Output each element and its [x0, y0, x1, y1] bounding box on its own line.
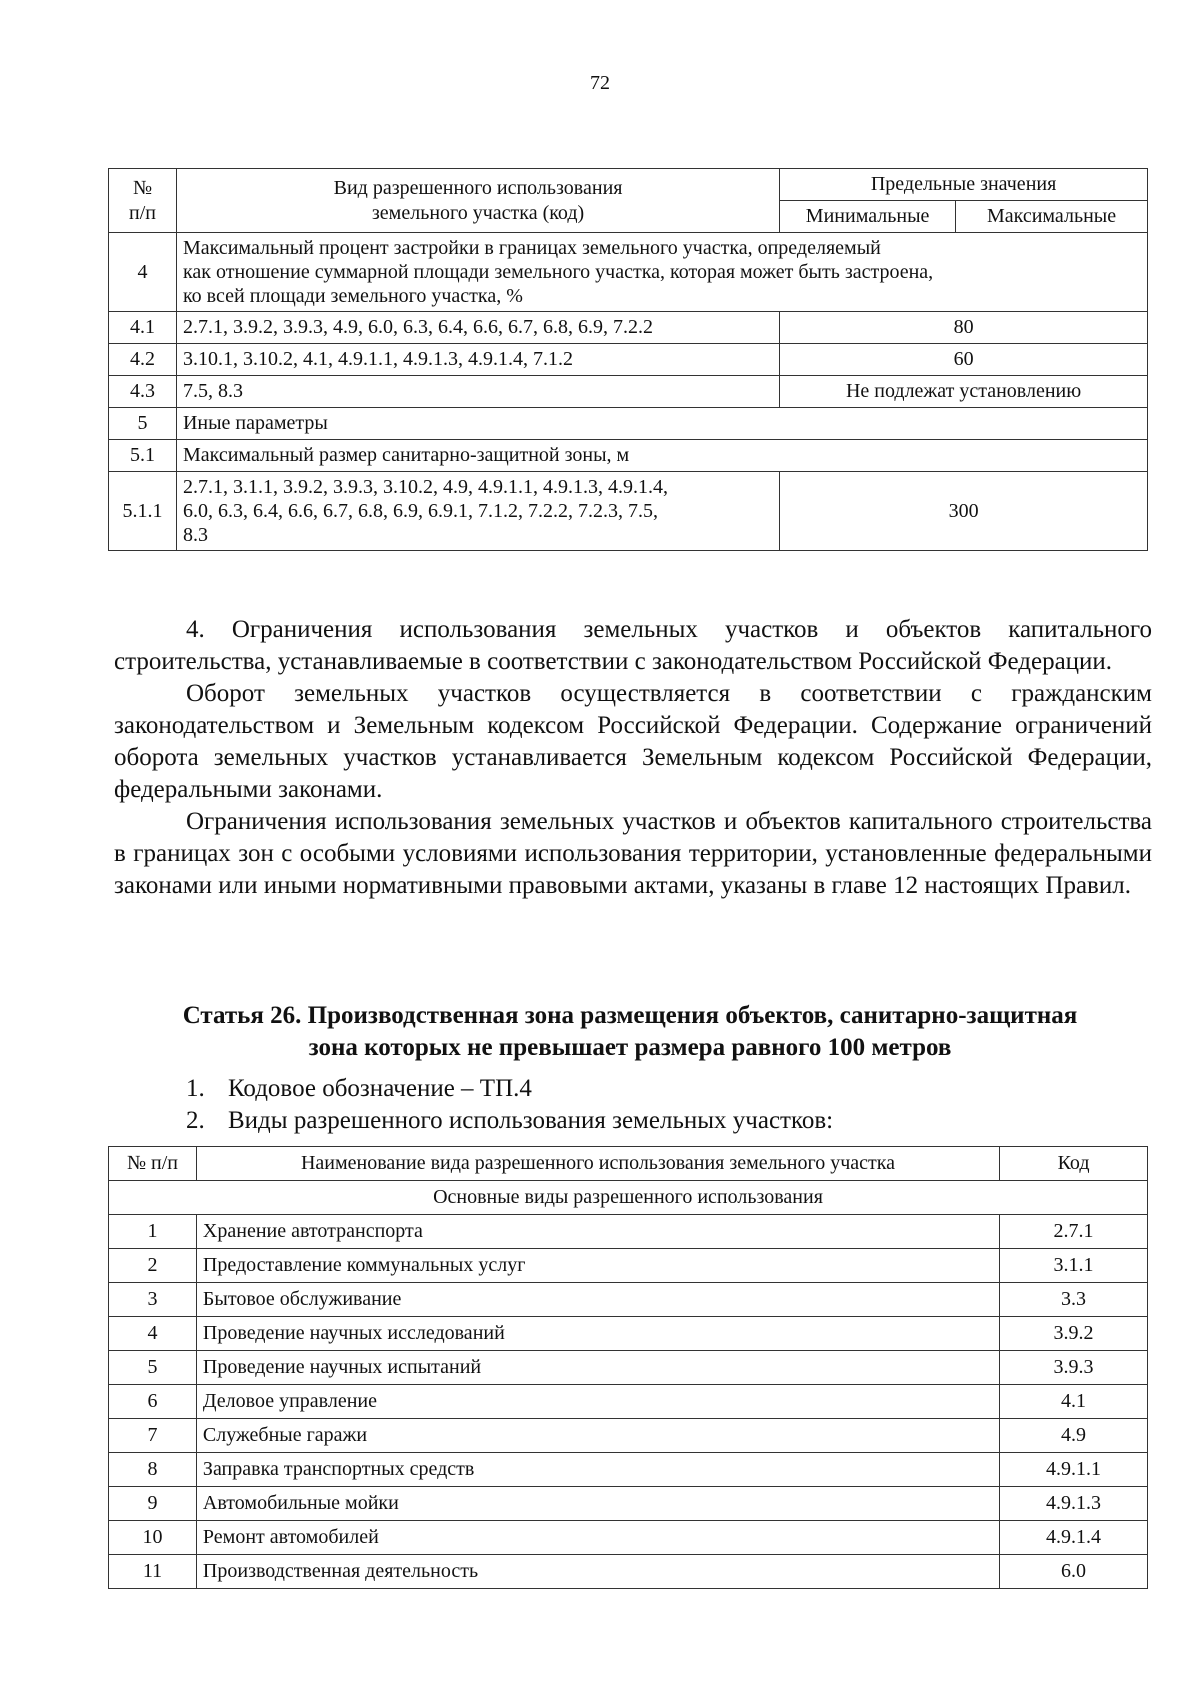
table-row	[109, 1351, 1148, 1385]
row-code: 3.1.1	[1000, 1249, 1148, 1283]
row-value: 80	[780, 312, 1148, 344]
row-code: 4.9.1.3	[1000, 1487, 1148, 1521]
row-num: 4	[109, 1317, 197, 1351]
row-code: 4.9.1.4	[1000, 1521, 1148, 1555]
row-code: 3.9.2	[1000, 1317, 1148, 1351]
list-item	[186, 1105, 833, 1137]
table-row	[109, 1385, 1148, 1419]
article-title-line: Статья 26. Производственная зона размещения объектов, санитарно-защитная	[182, 1002, 1078, 1029]
paragraph: Ограничения использования земельных участков и объектов капитального строительства в границах зон с особыми условиями использования территории, установленные федеральными законами или иными нормативными правовыми актами, указаны в главе 12 настоящих Правил.	[114, 808, 1152, 899]
limits-table	[108, 168, 1148, 551]
table-row	[109, 344, 1148, 376]
row-name: Ремонт автомобилей	[196, 1521, 999, 1555]
row-name: Проведение научных исследований	[196, 1317, 999, 1351]
row-code: 4.9	[1000, 1419, 1148, 1453]
row-code: 4.9.1.1	[1000, 1453, 1148, 1487]
row-num: 4.1	[109, 312, 177, 344]
row-text: Иные параметры	[176, 408, 1147, 440]
table-row	[109, 1249, 1148, 1283]
row-code: 2.7.1	[1000, 1215, 1148, 1249]
row-num: 5.1	[109, 440, 177, 472]
table-row	[109, 376, 1148, 408]
row-num: 5	[109, 1351, 197, 1385]
header-code: Код	[1000, 1147, 1148, 1181]
list-item-text: Виды разрешенного использования земельных участков:	[228, 1107, 834, 1134]
row-codes: 2.7.1, 3.9.2, 3.9.3, 4.9, 6.0, 6.3, 6.4, 6.6, 6.7, 6.8, 6.9, 7.2.2	[176, 312, 779, 344]
table-header-row	[109, 169, 1148, 201]
header-min: Минимальные	[780, 201, 956, 233]
header-limits: Предельные значения	[780, 169, 1148, 201]
list-item	[186, 1073, 532, 1105]
row-num: 4.3	[109, 376, 177, 408]
table-row	[109, 408, 1148, 440]
list-item-number: 2.	[186, 1107, 205, 1134]
page-number: 72	[590, 72, 610, 94]
row-code: 4.1	[1000, 1385, 1148, 1419]
row-num: 8	[109, 1453, 197, 1487]
header-name: Наименование вида разрешенного использования земельного участка	[196, 1147, 999, 1181]
row-name: Автомобильные мойки	[196, 1487, 999, 1521]
row-name: Деловое управление	[196, 1385, 999, 1419]
row-num: 11	[109, 1555, 197, 1589]
section-4	[114, 614, 1152, 902]
table-row	[109, 1521, 1148, 1555]
row-num: 6	[109, 1385, 197, 1419]
row-text: Максимальный процент застройки в границах земельного участка, определяемый как отношение суммарной площади земельного участка, которая может быть застроена, ко всей площади земельного участка, %	[176, 233, 1147, 312]
paragraph: 4. Ограничения использования земельных участков и объектов капитального строительства, устанавливаемые в соответствии с законодательством Российской Федерации.	[114, 616, 1152, 675]
row-codes: 3.10.1, 3.10.2, 4.1, 4.9.1.1, 4.9.1.3, 4.9.1.4, 7.1.2	[176, 344, 779, 376]
row-value: 300	[780, 472, 1148, 551]
table-group-row	[109, 1181, 1148, 1215]
header-max: Максимальные	[956, 201, 1148, 233]
row-num: 1	[109, 1215, 197, 1249]
row-num: 3	[109, 1283, 197, 1317]
row-name: Хранение автотранспорта	[196, 1215, 999, 1249]
row-num: 10	[109, 1521, 197, 1555]
row-num: 7	[109, 1419, 197, 1453]
row-num: 5.1.1	[109, 472, 177, 551]
row-text: Максимальный размер санитарно-защитной зоны, м	[176, 440, 1147, 472]
list-item-text: Кодовое обозначение – ТП.4	[228, 1075, 532, 1102]
row-code: 6.0	[1000, 1555, 1148, 1589]
header-kind: Вид разрешенного использования земельного участка (код)	[176, 169, 779, 233]
row-num: 4	[109, 233, 177, 312]
row-code: 3.9.3	[1000, 1351, 1148, 1385]
row-name: Предоставление коммунальных услуг	[196, 1249, 999, 1283]
table-row	[109, 1555, 1148, 1589]
table-header-row	[109, 1147, 1148, 1181]
row-codes: 2.7.1, 3.1.1, 3.9.2, 3.9.3, 3.10.2, 4.9, 4.9.1.1, 4.9.1.3, 4.9.1.4, 6.0, 6.3, 6.4, 6.6, 6.7, 6.8, 6.9, 6.9.1, 7.1.2, 7.2.2, 7.2.3, 7.5, 8.3	[176, 472, 779, 551]
article-title-line: зона которых не превышает размера равного 100 метров	[308, 1034, 952, 1061]
list-item-number: 1.	[186, 1075, 205, 1102]
table-row	[109, 440, 1148, 472]
table-row	[109, 233, 1148, 312]
row-name: Производственная деятельность	[196, 1555, 999, 1589]
group-label: Основные виды разрешенного использования	[109, 1181, 1148, 1215]
table-row	[109, 1283, 1148, 1317]
permitted-uses-table	[108, 1146, 1148, 1589]
paragraph: Оборот земельных участков осуществляется в соответствии с гражданским законодательством и Земельным кодексом Российской Федерации. Содержание ограничений оборота земельных участков устанавливается Земельным кодексом Российской Федерации, федеральными законами.	[114, 680, 1152, 803]
table-row	[109, 1453, 1148, 1487]
table-row	[109, 1487, 1148, 1521]
row-name: Служебные гаражи	[196, 1419, 999, 1453]
row-code: 3.3	[1000, 1283, 1148, 1317]
row-value: Не подлежат установлению	[780, 376, 1148, 408]
header-num: № п/п	[109, 1147, 197, 1181]
row-num: 2	[109, 1249, 197, 1283]
table-row	[109, 1419, 1148, 1453]
row-num: 4.2	[109, 344, 177, 376]
row-name: Заправка транспортных средств	[196, 1453, 999, 1487]
row-name: Бытовое обслуживание	[196, 1283, 999, 1317]
table-row	[109, 1317, 1148, 1351]
row-num: 9	[109, 1487, 197, 1521]
table-row	[109, 312, 1148, 344]
article-title	[108, 1000, 1152, 1064]
table-row	[109, 472, 1148, 551]
header-num: № п/п	[109, 169, 177, 233]
table-row	[109, 1215, 1148, 1249]
row-codes: 7.5, 8.3	[176, 376, 779, 408]
row-value: 60	[780, 344, 1148, 376]
row-name: Проведение научных испытаний	[196, 1351, 999, 1385]
row-num: 5	[109, 408, 177, 440]
